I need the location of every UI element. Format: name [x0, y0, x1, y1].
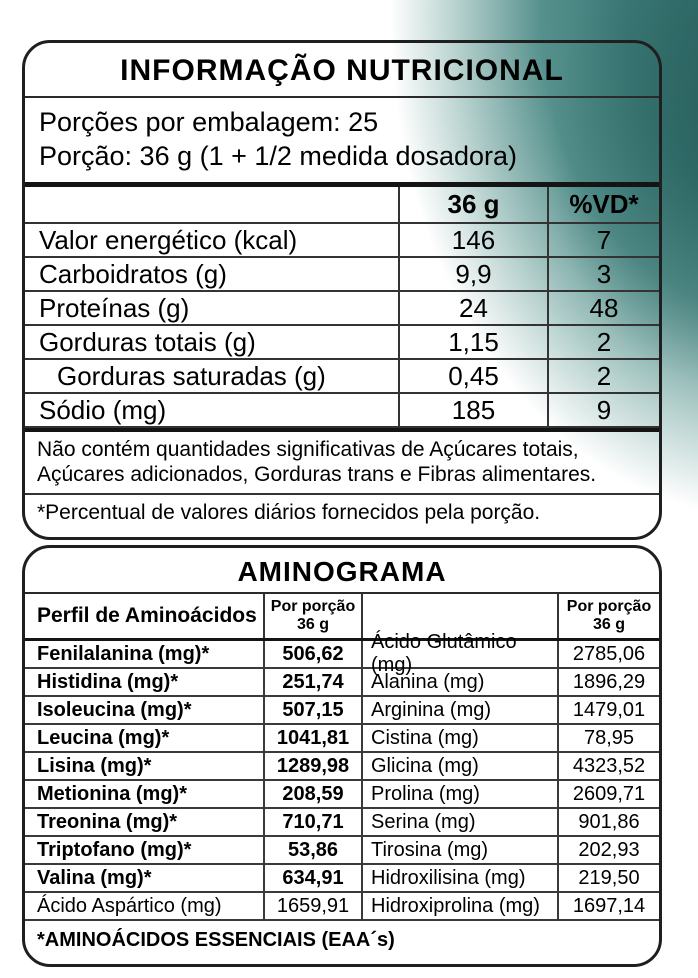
amino-value: 1896,29 — [557, 669, 659, 695]
amino-row — [25, 865, 659, 893]
amino-value: 901,86 — [557, 809, 659, 835]
amino-value: 507,15 — [263, 697, 361, 723]
aminogram-table-header-row — [25, 592, 659, 641]
aminogram-panel-title: AMINOGRAMA — [237, 556, 447, 587]
amino-value: 1289,98 — [263, 753, 361, 779]
amino-row — [25, 669, 659, 697]
nutrient-label: Valor energético (kcal) — [39, 224, 298, 255]
amino-label: Metionina (mg)* — [37, 782, 187, 805]
nutrient-label: Proteínas (g) — [39, 292, 190, 323]
amino-value: 1041,81 — [263, 725, 361, 751]
table-row — [25, 326, 659, 360]
amino-row — [25, 697, 659, 725]
nutrient-amount: 0,45 — [398, 360, 547, 392]
nutrient-label: Gorduras saturadas (g) — [57, 360, 326, 391]
amino-label: Treonina (mg)* — [37, 810, 178, 833]
amino-label: Arginina (mg) — [361, 697, 557, 723]
nutrient-label: Gorduras totais (g) — [39, 326, 256, 357]
table-row — [25, 360, 659, 394]
amino-label: Valina (mg)* — [37, 866, 152, 889]
serving-size: Porção: 36 g (1 + 1/2 medida dosadora) — [39, 141, 518, 171]
amino-value: 208,59 — [263, 781, 361, 807]
nutrition-header-dv: %VD* — [547, 187, 659, 222]
amino-row — [25, 631, 659, 676]
nutrient-dv: 2 — [547, 360, 659, 392]
nutrient-amount: 185 — [398, 394, 547, 426]
aminogram-panel — [22, 545, 662, 967]
nutrient-amount: 1,15 — [398, 326, 547, 358]
amino-row — [25, 893, 659, 921]
amino-value: 1479,01 — [557, 697, 659, 723]
amino-profile-header: Perfil de Aminoácidos — [37, 604, 257, 627]
amino-label: Fenilalanina (mg)* — [37, 642, 210, 665]
amino-value: 202,93 — [557, 837, 659, 863]
no-significant-amounts-note: Não contém quantidades significativas de Açúcares totais, Açúcares adicionados, Gorduras trans e Fibras alimentares. — [25, 428, 659, 495]
amino-label: Glicina (mg) — [361, 753, 557, 779]
nutrient-dv: 2 — [547, 326, 659, 358]
amino-label: Leucina (mg)* — [37, 726, 170, 749]
table-row — [25, 394, 659, 428]
amino-value: 78,95 — [557, 725, 659, 751]
daily-values-footnote: *Percentual de valores diários fornecidos pela porção. — [37, 501, 541, 524]
amino-value: 710,71 — [263, 809, 361, 835]
amino-row — [25, 725, 659, 753]
nutrient-amount: 24 — [398, 292, 547, 324]
per-serving-grams: 36 g — [592, 616, 625, 633]
amino-row — [25, 753, 659, 781]
amino-value: 634,91 — [263, 865, 361, 891]
amino-label: Ácido Glutâmico (mg) — [361, 641, 557, 667]
amino-label: Tirosina (mg) — [361, 837, 557, 863]
per-serving-header-right — [557, 594, 659, 638]
table-row — [25, 292, 659, 326]
servings-info — [25, 98, 659, 182]
amino-label: Hidroxiprolina (mg) — [361, 893, 557, 919]
amino-label: Ácido Aspártico (mg) — [37, 894, 222, 917]
amino-label: Histidina (mg)* — [37, 670, 179, 693]
table-row — [25, 224, 659, 258]
amino-row — [25, 809, 659, 837]
table-row — [25, 258, 659, 292]
amino-label: Alanina (mg) — [361, 669, 557, 695]
nutrient-label: Carboidratos (g) — [39, 258, 227, 289]
nutrient-amount: 146 — [398, 224, 547, 256]
amino-value: 251,74 — [263, 669, 361, 695]
nutrition-table-header-row — [25, 187, 659, 224]
nutrient-dv: 7 — [547, 224, 659, 256]
amino-row — [25, 781, 659, 809]
essential-amino-acids-footnote: *AMINOÁCIDOS ESSENCIAIS (EAA´s) — [37, 929, 395, 951]
amino-value: 1659,91 — [263, 893, 361, 919]
nutrient-label: Sódio (mg) — [39, 394, 167, 425]
amino-value: 506,62 — [263, 641, 361, 667]
amino-label: Isoleucina (mg)* — [37, 698, 192, 721]
amino-value: 53,86 — [263, 837, 361, 863]
nutrition-panel-title: INFORMAÇÃO NUTRICIONAL — [25, 43, 659, 98]
per-serving-label: Por porção — [270, 598, 356, 615]
amino-value: 2785,06 — [557, 641, 659, 667]
amino-label: Serina (mg) — [361, 809, 557, 835]
nutrient-dv: 3 — [547, 258, 659, 290]
amino-value: 219,50 — [557, 865, 659, 891]
per-serving-header-left — [263, 594, 361, 638]
amino-label: Lisina (mg)* — [37, 754, 152, 777]
amino-label: Hidroxilisina (mg) — [361, 865, 557, 891]
nutrient-dv: 48 — [547, 292, 659, 324]
amino-label: Triptofano (mg)* — [37, 838, 192, 861]
amino-value: 1697,14 — [557, 893, 659, 919]
per-serving-grams: 36 g — [296, 616, 329, 633]
nutrient-amount: 9,9 — [398, 258, 547, 290]
amino-label: Prolina (mg) — [361, 781, 557, 807]
amino-row — [25, 837, 659, 865]
nutrition-header-amount: 36 g — [398, 187, 547, 222]
per-serving-label: Por porção — [566, 598, 652, 615]
amino-value: 4323,52 — [557, 753, 659, 779]
nutrient-dv: 9 — [547, 394, 659, 426]
amino-label: Cistina (mg) — [361, 725, 557, 751]
servings-per-package: Porções por embalagem: 25 — [39, 107, 379, 137]
nutrition-facts-panel — [22, 40, 662, 540]
amino-value: 2609,71 — [557, 781, 659, 807]
